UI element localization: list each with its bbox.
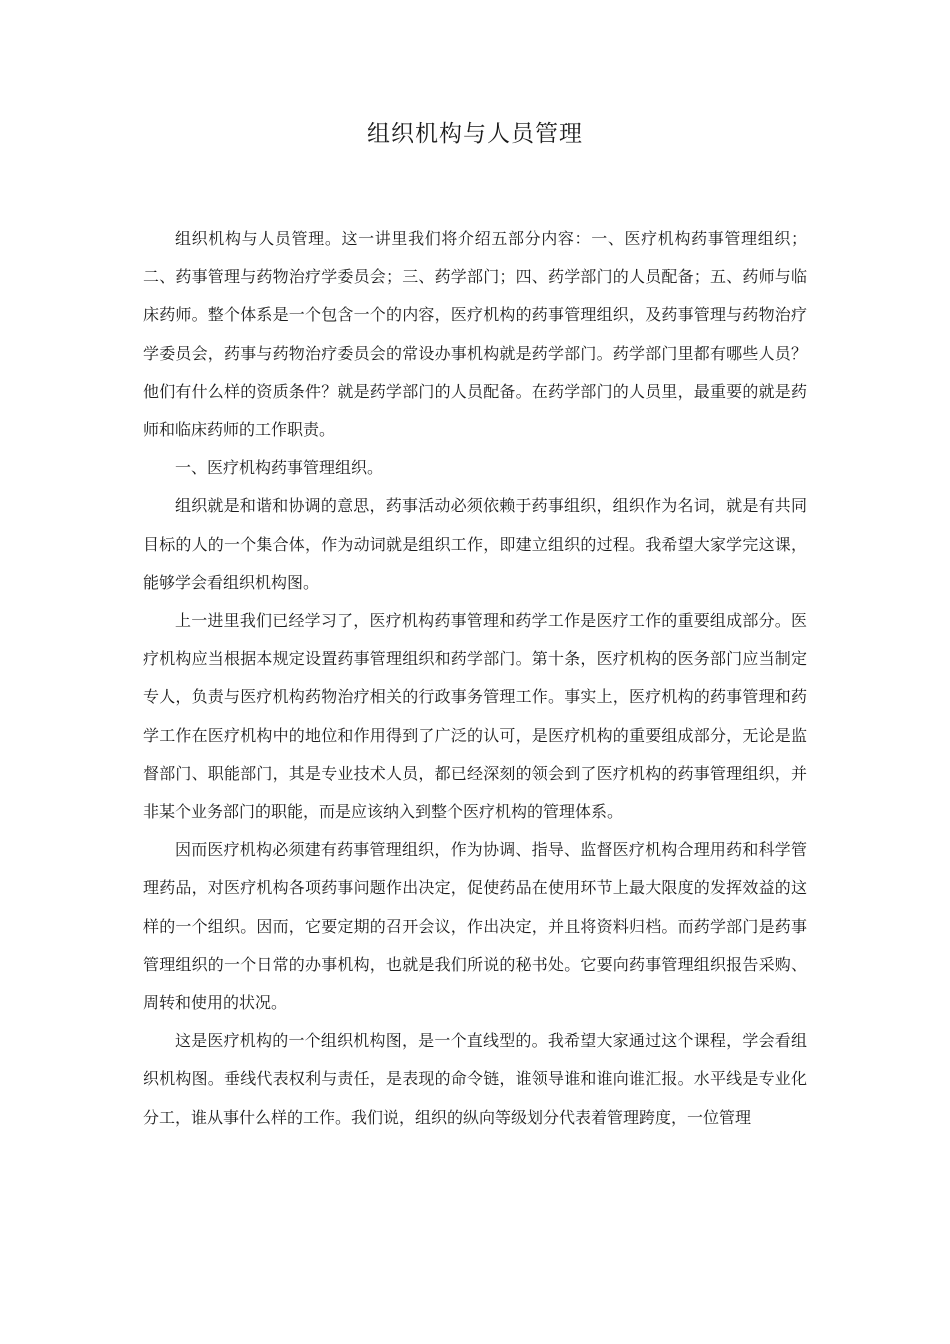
section-heading-1: 一、医疗机构药事管理组织。 xyxy=(175,458,384,478)
paragraph-intro: 组织机构与人员管理。这一讲里我们将介绍五部分内容：一、医疗机构药事管理组织；二、药事管理与药物治疗学委员会；三、药学部门；四、药学部门的人员配备；五、药师与临床药师。整个体系是一个包含一个的内容，医疗机构的药事管理组织，及药事管理与药物治疗学委员会，药事与药物治疗委员会的常设办事机构就是药学部门。药学部门里都有哪些人员？他们有什么样的资质条件？就是药学部门的人员配备。在药学部门的人员里，最重要的就是药师和临床药师的工作职责。 xyxy=(143,229,807,440)
paragraph-org-chart: 这是医疗机构的一个组织机构图，是一个直线型的。我希望大家通过这个课程，学会看组织机构图。垂线代表权利与责任，是表现的命令链，谁领导谁和谁向谁汇报。水平线是专业化分工，谁从事什么样的工作。我们说，组织的纵向等级划分代表着管理跨度，一位管理 xyxy=(143,1031,807,1127)
paragraph-organization-definition: 组织就是和谐和协调的意思，药事活动必须依赖于药事组织，组织作为名词，就是有共同目标的人的一个集合体，作为动词就是组织工作，即建立组织的过程。我希望大家学完这课，能够学会看组织机构图。 xyxy=(143,496,807,592)
paragraph-pharmacy-committee: 因而医疗机构必须建有药事管理组织，作为协调、指导、监督医疗机构合理用药和科学管理药品，对医疗机构各项药事问题作出决定，促使药品在使用环节上最大限度的发挥效益的这样的一个组织。因而，它要定期的召开会议，作出决定，并且将资料归档。而药学部门是药事管理组织的一个日常的办事机构，也就是我们所说的秘书处。它要向药事管理组织报告采购、周转和使用的状况。 xyxy=(143,840,807,1013)
document-body xyxy=(143,220,807,1137)
document-title: 组织机构与人员管理 xyxy=(367,121,583,147)
paragraph-regulation: 上一进里我们已经学习了，医疗机构药事管理和药学工作是医疗工作的重要组成部分。医疗机构应当根据本规定设置药事管理组织和药学部门。第十条，医疗机构的医务部门应当制定专人，负责与医疗机构药物治疗相关的行政事务管理工作。事实上，医疗机构的药事管理和药学工作在医疗机构中的地位和作用得到了广泛的认可，是医疗机构的重要组成部分，无论是监督部门、职能部门，其是专业技术人员，都已经深刻的领会到了医疗机构的药事管理组织，并非某个业务部门的职能，而是应该纳入到整个医疗机构的管理体系。 xyxy=(143,611,807,822)
